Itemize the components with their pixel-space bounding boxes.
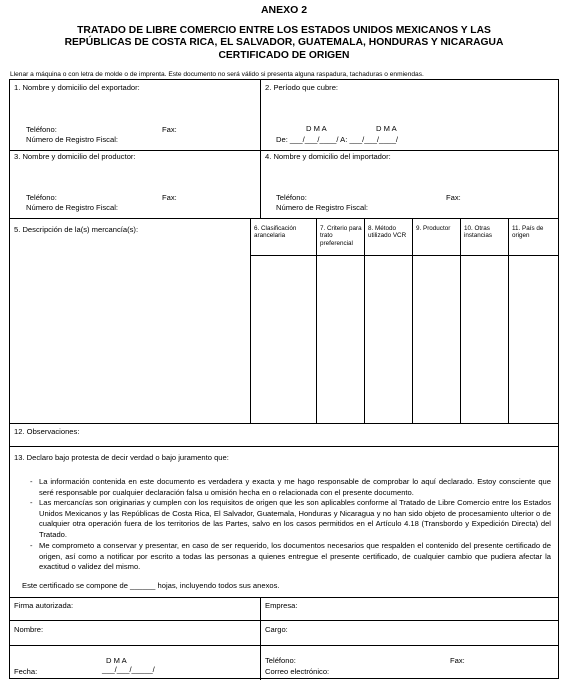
exporter-label: 1. Nombre y domicilio del exportador: (14, 83, 140, 92)
importer-label: 4. Nombre y domicilio del importador: (265, 152, 391, 161)
column-rvc-method: 8. Método utilizado VCR (368, 225, 407, 240)
signer-email-label[interactable]: Correo electrónico: (265, 667, 330, 676)
column-divider (316, 218, 317, 423)
row-divider (10, 597, 558, 598)
exporter-tax-id-label[interactable]: Número de Registro Fiscal: (26, 135, 119, 144)
producer-phone-label[interactable]: Teléfono: (26, 193, 57, 202)
signer-phone-label[interactable]: Teléfono: (265, 656, 296, 665)
row-divider (10, 446, 558, 447)
authorized-signature-label[interactable]: Firma autorizada: (14, 601, 74, 610)
column-divider (508, 218, 509, 423)
observations-label: 12. Observaciones: (14, 427, 80, 436)
annex-title: ANEXO 2 (260, 4, 308, 16)
producer-tax-id-label[interactable]: Número de Registro Fiscal: (26, 203, 119, 212)
position-label[interactable]: Cargo: (265, 625, 288, 634)
title-line-3: CERTIFICADO DE ORIGEN (218, 49, 350, 61)
producer-label: 3. Nombre y domicilio del productor: (14, 152, 136, 161)
column-other-instances: 10. Otras instancias (464, 225, 493, 240)
date-field[interactable]: ___/___/_____/ (102, 665, 155, 674)
name-label[interactable]: Nombre: (14, 625, 44, 634)
period-range-field[interactable]: De: ___/___/____/ A: ___/___/____/ (276, 135, 399, 144)
column-divider (260, 597, 261, 680)
declaration-item-3: - Me comprometo a conservar y presentar, en caso de ser requerido, los documentos necesarios que respalden el contenido del presente certificado de origen, así como a notificar por escrito a todas las personas a quienes entregue el presente certificado, de cualquier cambio que pudiera afectar la exactitud o validez del mismo. (30, 541, 551, 572)
title-line-1: TRATADO DE LIBRE COMERCIO ENTRE LOS ESTADOS UNIDOS MEXICANOS Y LAS (77, 25, 491, 36)
column-preference-criterion: 7. Criterio para trato preferencial (320, 225, 362, 247)
annex-count-statement: Este certificado se compone de ______ hojas, incluyendo todos sus anexos. (22, 581, 280, 590)
row-divider (10, 423, 558, 424)
column-header-divider (250, 255, 558, 256)
exporter-fax-label[interactable]: Fax: (162, 125, 177, 134)
company-label[interactable]: Empresa: (265, 601, 298, 610)
period-from-dma: D M A (306, 124, 327, 133)
column-divider (412, 218, 413, 423)
row-divider (10, 218, 558, 219)
date-label: Fecha: (14, 667, 38, 676)
row-divider (10, 620, 558, 621)
column-producer: 9. Productor (416, 225, 451, 232)
row-divider (10, 645, 558, 646)
row-divider (10, 150, 558, 151)
exporter-phone-label[interactable]: Teléfono: (26, 125, 57, 134)
document-title (0, 25, 568, 62)
fill-instructions: Llenar a máquina o con letra de molde o de imprenta. Este documento no será válido si presenta alguna raspadura, tachaduras o enmiendas. (10, 71, 424, 78)
column-tariff-classification: 6. Clasificación arancelaria (254, 225, 297, 240)
declaration-label: 13. Declaro bajo protesta de decir verdad o bajo juramento que: (14, 453, 229, 462)
date-dma-label: D M A (106, 656, 127, 665)
period-to-dma: D M A (376, 124, 397, 133)
producer-fax-label[interactable]: Fax: (162, 193, 177, 202)
period-label: 2. Período que cubre: (265, 83, 339, 92)
declaration-item-1: - La información contenida en este documento es verdadera y exacta y me hago responsable de comprobar lo aquí declarado. Estoy consciente que seré responsable por cualquier declaración falsa u omisión hecha en o relacionada con el presente documento. (30, 477, 551, 497)
declaration-item-2: - Las mercancías son originarias y cumplen con los requisitos de origen que les son aplicables conforme al Tratado de Libre Comercio entre los Estados Unidos Mexicanos y las Repúblicas de Costa Rica, El Salvador, Guatemala, Honduras y Nicaragua y no han sido objeto de procesamiento ulterior o de cualquier otra operación fuera de los territorios de las Partes, salvo en los casos permitidos en el Artículo 4.18 (Transbordo y Expedición Directa) del Tratado. (30, 498, 551, 539)
column-divider (460, 218, 461, 423)
certificate-form (9, 79, 559, 679)
column-divider (364, 218, 365, 423)
goods-description-label: 5. Descripción de la(s) mercancía(s): (14, 225, 139, 234)
signer-fax-label[interactable]: Fax: (450, 656, 465, 665)
column-country-of-origin: 11. País de origen (512, 225, 544, 240)
title-line-2: REPÚBLICAS DE COSTA RICA, EL SALVADOR, GUATEMALA, HONDURAS Y NICARAGUA (64, 37, 504, 49)
importer-fax-label[interactable]: Fax: (446, 193, 461, 202)
column-divider (260, 80, 261, 218)
column-divider (250, 218, 251, 423)
importer-tax-id-label[interactable]: Número de Registro Fiscal: (276, 203, 369, 212)
importer-phone-label[interactable]: Teléfono: (276, 193, 307, 202)
